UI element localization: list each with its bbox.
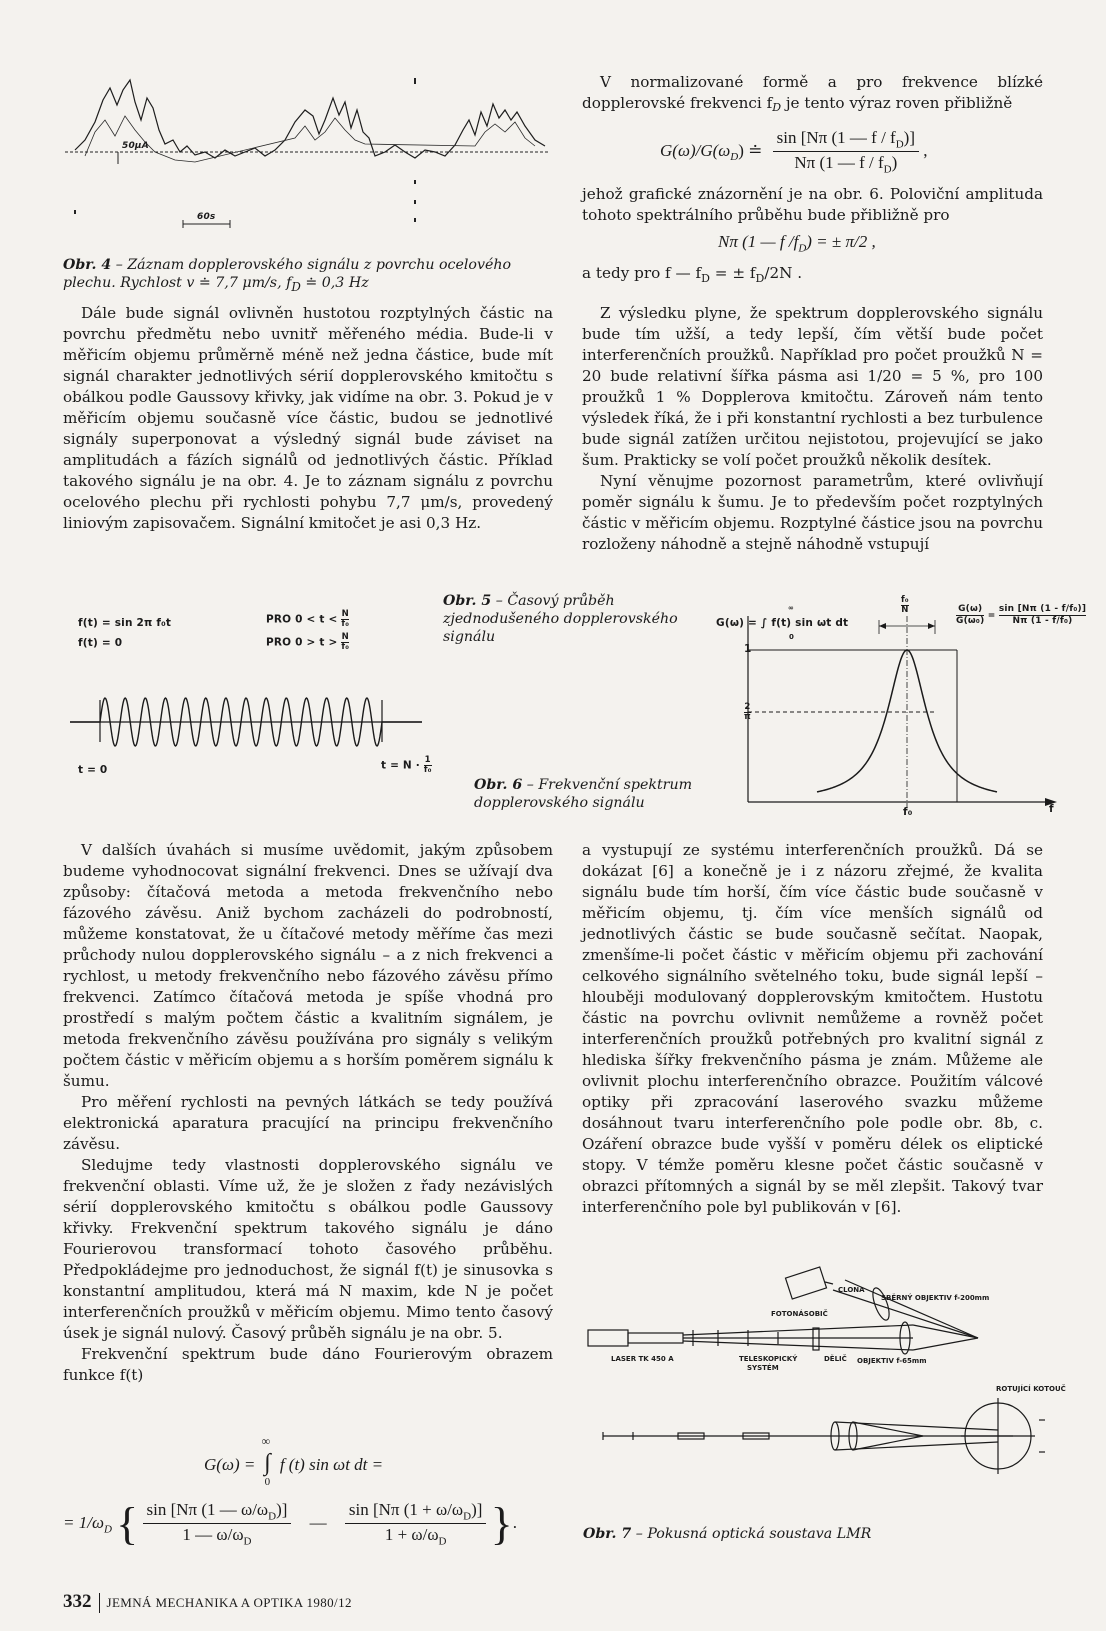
equation-4: = $1/\omega_D$ { $\frac{\sin [N\pi (1 — \omega/\omega_D)]}{1 — \omega/\omega_D}$ — $\frac{\sin [N\pi (1 + \omega/\omega_D)]}{1 + \omega/\omega_D}$ }. xyxy=(63,1497,517,1549)
text-right-p4 xyxy=(582,303,1043,555)
paragraph: Dále bude signál ovlivněn hustotou rozptylných částic na povrchu předmětu nebo uvnitř měřeného média. Bude-li v měřicím objemu průměrně méně než jedna částice, bude mít signál charakter jednotlivých sérií dopplerovského kmitočtu s obálkou podle Gaussovy křivky, jak vidíme na obr. 3. Pokud je v měřicím objemu současně více částic, budou se jednotlivé signály superponovat a výsledný signál bude záviset na amplitudách a fázích signálů od jednotlivých částic. Příklad takového signálu je na obr. 4. Je to záznam signálu z povrchu ocelového plechu při rychlosti pohybu 7,7 μm/s, provedený liniovým zapisovačem. Signální kmitočet je asi 0,3 Hz. xyxy=(63,304,553,532)
fig6-int-top: ∞ xyxy=(788,604,794,612)
fig7-label-objektiv65: OBJEKTIV f-65mm xyxy=(857,1357,927,1365)
equation-1: $G(\omega)/G(\omega_D)$ ≐ $\frac{\sin [N\pi (1 — f / f_D)]}{N\pi (1 — f / f_D)}$ , xyxy=(660,128,928,176)
text-right-top xyxy=(582,72,1043,118)
paragraph: Sledujme tedy vlastnosti dopplerovského signálu ve frekvenční oblasti. Víme už, že je složen z řady nezávislých sérií dopplerovského kmitočtu s obálkou podle Gaussovy křivky. Frekvenční spektrum takového signálu je dáno Fourierovou transformací tohoto časového průběhu. Předpokládejme pro jednoduchost, že signál f(t) je sinusovka s konstantní amplitudou, která má N maxim, kde N je počet interferenčních proužků v měřicím objemu. Mimo tento časový úsek je signál nulový. Časový průběh signálu je na obr. 5. xyxy=(63,1156,553,1342)
paragraph: V dalších úvahách si musíme uvědomit, jakým způsobem budeme vyhodnocovat signální frekvenci. Dnes se užívají dva způsoby: čítačová metoda a metoda frekvenčního nebo fázového závěsu. Aniž bychom zacházeli do podrobností, můžeme konstatovat, že u čítačové metody měříme čas mezi průchody nulou dopplerovského signálu – a z nich frekvenci a rychlost, u metody frekvenčního nebo fázového závěsu přímo frekvenci. Zatímco čítačová metoda je spíše vhodná pro prostředí s malým počtem částic a kvalitním signálem, je metoda frekvenčního závěsu používána pro signály s velikým počtem částic v měřicím objemu a s horším poměrem signálu k šumu. xyxy=(63,841,553,1090)
fig4-caption-label: Obr. 4 xyxy=(63,257,112,273)
fig7-label-clona: CLONA xyxy=(838,1286,865,1294)
fig5-condition-2: PRO 0 > t > $\frac{N}{\text{f₀}}$ xyxy=(266,632,350,652)
fig6-int-bot: 0 xyxy=(789,633,794,641)
paragraph: Frekvenční spektrum bude dáno Fourierovým obrazem funkce f(t) xyxy=(63,1345,553,1384)
page-number: 332 xyxy=(63,1591,92,1612)
fig5-tN-label: t = N · $\frac{1}{\text{f₀}}$ xyxy=(381,755,432,775)
fig5-t0-label: t = 0 xyxy=(78,764,108,776)
fig7-label-teleskop-2: SYSTÉM xyxy=(747,1364,779,1372)
fig7-label-delic: DĚLIČ xyxy=(824,1355,847,1363)
fig7-label-laser: LASER TK 450 A xyxy=(611,1355,674,1363)
fig4-caption: Obr. 4 – Záznam dopplerovského signálu z povrchu ocelového plechu. Rychlost v ≐ 7,7 μm/s, $f_D$ ≐ 0,3 Hz xyxy=(63,257,512,294)
paragraph: jehož grafické znázornění je na obr. 6. Poloviční amplituda tohoto spektrálního průběhu bude přibližně pro xyxy=(582,185,1043,224)
fig7-label-fotonasobic: FOTONÁSOBIČ xyxy=(771,1310,828,1318)
fig6-x-f: f xyxy=(1049,803,1054,815)
text-left-top xyxy=(63,303,553,534)
text-right-p3 xyxy=(582,263,1043,289)
fig5-condition-1: PRO 0 < t < $\frac{N}{\text{f₀}}$ xyxy=(266,609,350,629)
text-right-p2 xyxy=(582,184,1043,226)
text-right-bottom xyxy=(582,840,1043,1218)
fig5-caption: Obr. 5 – Časový průběh zjednodušeného dopplerovského signálu xyxy=(443,593,678,645)
fig6-caption: Obr. 6 – Frekvenční spektrum dopplerovského signálu xyxy=(474,777,693,811)
paragraph: Nyní věnujme pozornost parametrům, které ovlivňují poměr signálu k šumu. Je to především počet rozptylných částic v měřicím objemu. Rozptylné částice jsou na povrchu rozloženy náhodně a stejně náhodně vstupují xyxy=(582,472,1043,553)
fig6-transform: G(ω) = ∫ f(t) sin ωt dt xyxy=(716,617,849,629)
paragraph: V normalizované formě a pro frekvence blízké dopplerovské frekvenci fD je tento výraz roven přibližně xyxy=(582,73,1043,114)
fig7-label-kotouc: ROTUJÍCÍ KOTOUČ xyxy=(996,1385,1066,1393)
fig5-formula-1: f(t) = sin 2π f₀t xyxy=(78,617,172,629)
fig7-label-teleskop-1: TELESKOPICKÝ xyxy=(739,1355,798,1363)
fig7-optical-setup xyxy=(583,1270,1073,1520)
equation-3: G(ω) = ∞ ∫ 0 f (t) sin ωt dt = xyxy=(204,1434,384,1488)
paragraph: a vystupují ze systému interferenčních proužků. Dá se dokázat [6] a konečně je i z názoru zřejmé, že kvalita signálu bude tím horší, čím více částic bude současně v měřicím objemu, tj. čím více menších signálů od jednotlivých částic se bude současně sečítat. Naopak, zmenšíme-li počet částic v měřicím objemu při zachování celkového signálního světelného toku, bude signál lepší – hlouběji modulovaný dopplerovským kmitočtem. Hustotu částic na povrchu ovlivnit nemůžeme a rovněž počet interferenčních proužků potřebných pro kvalitní signál z hlediska šířky frekvenčního pásma je znám. Můžeme ale ovlivnit plochu interferenčního obrazce. Použitím válcové optiky při zpracování laserového svazku můžeme dosáhnout tvaru interferenčního pole podle obr. 8b, c. Ozáření obrazce bude vyšší v poměru délek os eliptické stopy. V témže poměru klesne počet částic současně v obrazci přítomných a signál by se měl zlepšit. Takový tvar interferenčního pole byl publikován v [6]. xyxy=(582,841,1043,1216)
paragraph: Z výsledku plyne, že spektrum dopplerovského signálu bude tím užší, a tedy lepší, čím větší bude počet interferenčních proužků. Například pro počet proužků N = 20 bude relativní šířka pásma asi 1/20 = 5 %, pro 100 proužků 1 % Dopplerova kmitočtu. Zároveň nám tento výsledek říká, že i při konstantní rychlosti a bez turbulence bude signál zatížen určitou nejistotou, projevující se jako šum. Prakticky se volí počet proužků několik desítek. xyxy=(582,304,1043,469)
fig6-peak-width: f₀ N xyxy=(901,595,909,615)
fig6-ratio: $\frac{G(\omega)}{\text{G(ω₀)}}$ = $\frac{\text{sin [Nπ (1 - f/f₀)]}}{\text{Nπ (1 - f/f₀)}}$ xyxy=(956,604,1087,626)
fig5-sine-wave xyxy=(70,680,430,780)
text-left-bottom xyxy=(63,840,553,1386)
paragraph: a tedy pro f — $f_D$ = ± $f_D/2N$ . xyxy=(582,264,803,286)
fig4-current-scale: 50μA xyxy=(122,141,149,151)
fig6-y-1: 1 xyxy=(744,643,752,655)
fig4-time-scale: 60s xyxy=(197,212,216,222)
fig7-label-objektiv200: SBĚRNÝ OBJEKTIV f-200mm xyxy=(881,1294,990,1302)
journal-name: JEMNÁ MECHANIKA A OPTIKA 1980/12 xyxy=(106,1595,352,1610)
fig6-x-f0: f₀ xyxy=(903,806,913,818)
fig6-y-half: 2 π xyxy=(744,702,751,722)
paragraph: Pro měření rychlosti na pevných látkách se tedy používá elektronická aparatura pracující na principu frekvenčního závěsu. xyxy=(63,1093,553,1153)
equation-2: Nπ (1 — f $/f_D$) = ± π/2 , xyxy=(718,232,876,255)
page-footer xyxy=(63,1591,352,1613)
fig5-formula-2: f(t) = 0 xyxy=(78,637,123,649)
fig7-caption: Obr. 7 – Pokusná optická soustava LMR xyxy=(583,1526,872,1542)
fig6-spectrum-plot xyxy=(745,612,1065,812)
